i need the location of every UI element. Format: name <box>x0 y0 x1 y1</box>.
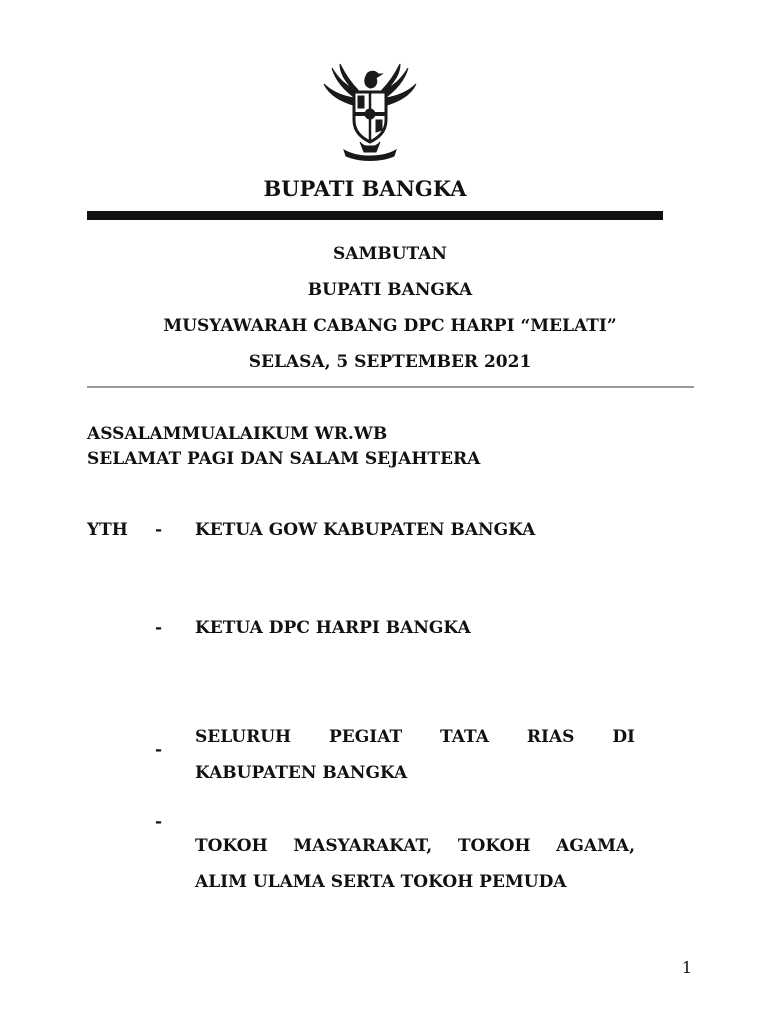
addressee-label: YTH <box>87 520 128 540</box>
speech-heading-line3: MUSYAWARAH CABANG DPC HARPI “MELATI” <box>163 316 617 336</box>
page-number: 1 <box>681 958 692 977</box>
speech-heading-line2: BUPATI BANGKA <box>307 280 473 300</box>
addressee-item-4-line1: TOKOH MASYARAKAT, TOKOH AGAMA, <box>195 836 635 856</box>
greeting-line2: SELAMAT PAGI DAN SALAM SEJAHTERA <box>87 449 481 469</box>
list-bullet-dash: - <box>155 618 163 638</box>
addressee-item-3-line2: KABUPATEN BANGKA <box>195 763 408 783</box>
heading-divider <box>87 386 694 388</box>
addressee-item-3-line1: SELURUH PEGIAT TATA RIAS DI <box>195 727 636 747</box>
list-bullet-dash: - <box>155 520 163 540</box>
list-bullet-dash: - <box>155 812 163 832</box>
list-bullet-dash: - <box>155 740 163 760</box>
greeting-line1: ASSALAMMUALAIKUM WR.WB <box>87 424 388 444</box>
header-divider <box>87 211 663 220</box>
addressee-item-4-line2: ALIM ULAMA SERTA TOKOH PEMUDA <box>195 872 567 892</box>
speech-heading-line1: SAMBUTAN <box>333 244 447 264</box>
speech-heading-line4: SELASA, 5 SEPTEMBER 2021 <box>248 352 532 372</box>
addressee-item-2: KETUA DPC HARPI BANGKA <box>195 618 471 638</box>
page-title: BUPATI BANGKA <box>263 176 467 201</box>
addressee-item-1: KETUA GOW KABUPATEN BANGKA <box>195 520 536 540</box>
garuda-pancasila-emblem-icon <box>318 62 422 162</box>
